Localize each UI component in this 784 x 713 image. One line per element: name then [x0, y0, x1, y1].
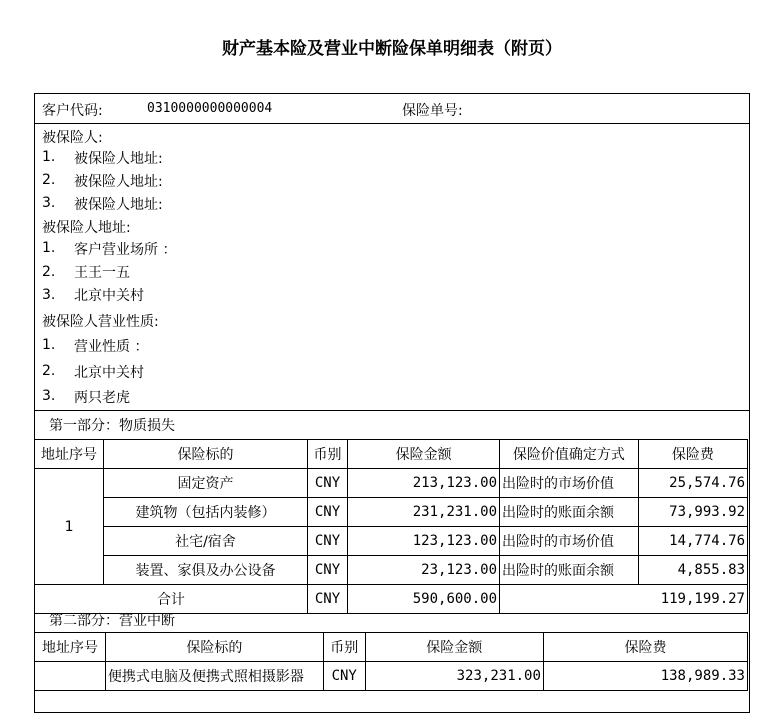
insured-item-1-no: 1. [42, 149, 56, 165]
col-header-currency: 币别 [323, 633, 365, 662]
amount-cell: 323,231.00 [365, 662, 543, 691]
address-item-1-no: 1. [42, 240, 56, 256]
currency-cell: CNY [307, 556, 347, 585]
nature-item-1-no: 1. [42, 337, 56, 353]
amount-cell: 213,123.00 [348, 469, 500, 498]
part2-heading: 第二部分：营业中断 [49, 613, 175, 629]
address-item-2: 王王一五 [74, 265, 130, 281]
nature-item-1: 营业性质 ： [74, 339, 149, 355]
policy-detail-form [34, 93, 750, 713]
premium-cell: 4,855.83 [638, 556, 747, 585]
nature-item-2: 北京中关村 [74, 365, 144, 381]
insured-item-1: 被保险人地址: [74, 151, 163, 167]
premium-cell: 138,989.33 [543, 662, 747, 691]
insured-item-2: 被保险人地址: [74, 174, 163, 190]
premium-cell: 73,993.92 [638, 498, 747, 527]
insured-item-3-no: 3. [42, 195, 56, 211]
business-nature-label: 被保险人营业性质: [42, 314, 159, 330]
method-cell: 出险时的市场价值 [500, 527, 639, 556]
col-header-currency: 币别 [307, 440, 347, 469]
nature-item-3-no: 3. [42, 388, 56, 404]
col-header-premium: 保险费 [543, 633, 747, 662]
item-cell: 建筑物（包括内装修） [104, 498, 308, 527]
table-header-row [35, 633, 748, 662]
col-header-sum-insured: 保险金额 [365, 633, 543, 662]
col-header-sum-insured: 保险金额 [348, 440, 500, 469]
currency-cell: CNY [307, 469, 347, 498]
insured-label: 被保险人: [42, 130, 103, 146]
insured-address-label: 被保险人地址: [42, 220, 131, 236]
nature-item-2-no: 2. [42, 363, 56, 379]
table-row [35, 498, 748, 527]
table-header-row [35, 440, 748, 469]
total-label: 合计 [35, 585, 308, 614]
currency-cell: CNY [307, 527, 347, 556]
address-item-2-no: 2. [42, 264, 56, 280]
premium-cell: 25,574.76 [638, 469, 747, 498]
premium-cell: 14,774.76 [638, 527, 747, 556]
currency-cell: CNY [323, 662, 365, 691]
col-header-address-no: 地址序号 [35, 440, 104, 469]
amount-cell: 231,231.00 [348, 498, 500, 527]
divider [35, 410, 749, 411]
amount-cell: 123,123.00 [348, 527, 500, 556]
policy-number-label: 保险单号: [402, 103, 463, 119]
item-cell: 便携式电脑及便携式照相摄影器 [105, 662, 323, 691]
method-cell: 出险时的账面余额 [500, 498, 639, 527]
table-row [35, 527, 748, 556]
customer-code-label: 客户代码: [42, 103, 103, 119]
col-header-insured-item: 保险标的 [105, 633, 323, 662]
total-amount: 590,600.00 [348, 585, 500, 614]
col-header-address-no: 地址序号 [35, 633, 106, 662]
address-item-3: 北京中关村 [74, 288, 144, 304]
currency-cell: CNY [307, 498, 347, 527]
customer-row [35, 94, 749, 123]
document-title: 财产基本险及营业中断险保单明细表（附页） [222, 39, 562, 59]
item-cell: 固定资产 [104, 469, 308, 498]
address-no-cell: 1 [35, 469, 104, 585]
amount-cell: 23,123.00 [348, 556, 500, 585]
col-header-premium: 保险费 [638, 440, 747, 469]
customer-code-value: 0310000000000004 [147, 101, 273, 116]
part1-heading: 第一部分：物质损失 [49, 418, 175, 434]
method-cell: 出险时的账面余额 [500, 556, 639, 585]
nature-item-3: 两只老虎 [74, 390, 130, 406]
address-item-1: 客户营业场所 ： [74, 242, 177, 258]
insured-item-3: 被保险人地址: [74, 197, 163, 213]
property-loss-table [34, 439, 748, 614]
table-row [35, 469, 748, 498]
address-item-3-no: 3. [42, 287, 56, 303]
col-header-insured-item: 保险标的 [104, 440, 308, 469]
address-no-cell [35, 662, 106, 691]
item-cell: 装置、家俱及办公设备 [104, 556, 308, 585]
col-header-valuation-method: 保险价值确定方式 [500, 440, 639, 469]
item-cell: 社宅/宿舍 [104, 527, 308, 556]
business-interruption-table [34, 632, 748, 691]
total-currency: CNY [307, 585, 347, 614]
total-premium: 119,199.27 [500, 585, 748, 614]
insured-item-2-no: 2. [42, 172, 56, 188]
method-cell: 出险时的市场价值 [500, 469, 639, 498]
table-row [35, 662, 748, 691]
table-row [35, 556, 748, 585]
divider [35, 123, 749, 124]
